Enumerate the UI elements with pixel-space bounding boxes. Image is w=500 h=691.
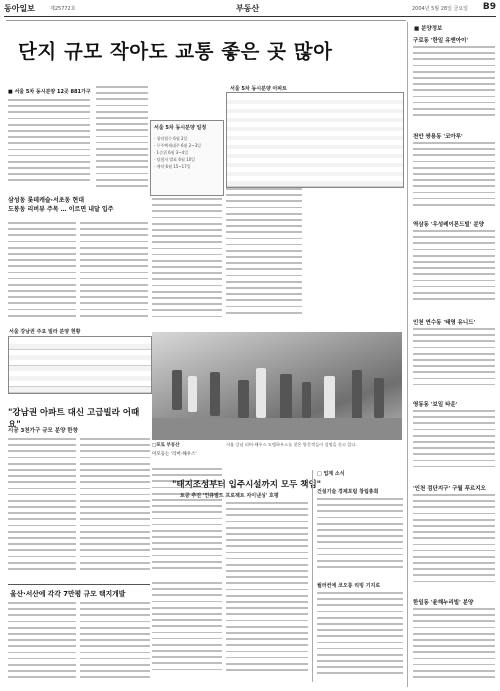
sidebar-text — [413, 142, 495, 214]
sidebar-item: 한일동 '윤해누리빌' 분양 — [413, 600, 474, 606]
sub-headline-line: 삼성동 롯데캐슬·서초동 현대 — [8, 197, 85, 204]
developer-article-col0 — [152, 582, 222, 682]
article-text-col6 — [226, 188, 302, 324]
schedule-line: · 계약 6월 15~17일 — [154, 164, 191, 169]
sidebar-item: 천안 쌍용동 '코아루' — [413, 134, 463, 140]
schedule-line: · 당첨자 발표 6월 10일 — [154, 157, 196, 162]
showroom-photo — [152, 332, 402, 440]
developer-article-col1 — [226, 502, 308, 682]
footer-rule — [8, 584, 150, 585]
photo-caption: 서울 강남 리버-해우스 모델하우스를 찾은 방문객들이 설명을 듣고 있다. — [226, 442, 357, 447]
sidebar-text — [413, 328, 495, 394]
apartment-table — [226, 86, 404, 188]
sidebar-text — [413, 46, 495, 126]
article-text-col1 — [8, 99, 90, 191]
sidebar-tag: ■ 분양정보 — [414, 26, 443, 32]
issue-date: 2004년 5월 28일 금요일 — [411, 6, 468, 12]
sidebar-text — [413, 608, 495, 684]
footer-headline: 울산·서산에 각각 7만평 규모 택지개발 — [10, 590, 126, 598]
sidebar-column — [407, 22, 497, 687]
villa-article-col2 — [80, 438, 150, 578]
article-text-col4 — [80, 222, 148, 324]
villa-quote-headline: "강남권 아파트 대신 고급빌라 어때요" — [8, 408, 140, 430]
issue-number: 제25772호 — [50, 6, 76, 12]
sidebar-item: 역삼동 '우성레이몬드빌' 분양 — [413, 222, 484, 228]
villa-table-title: 서울 강남권 주요 빌라 분양 현황 — [9, 329, 81, 335]
photo-label-block — [152, 442, 222, 464]
photo-subtitle: 미모등는 '리버-해우스' — [152, 452, 197, 457]
schedule-title: 서울 5차 동시분양 일정 — [154, 125, 207, 131]
article-text-col3 — [8, 222, 76, 324]
footer-article-col2 — [80, 602, 150, 684]
developer-sub: 토공 추진 '인큐빌드 프로젝트 자이낸싱' 호평 — [180, 493, 279, 499]
sidebar-text — [413, 410, 495, 476]
article-deck: ■ 서울 5차 동시분양 12곳 881가구 — [8, 89, 91, 95]
developer-headline: "태지조성부터 입주시설까지 모두 책임" — [172, 480, 322, 490]
industry-news-tag: □ 업계 소식 — [317, 471, 345, 477]
sub-headline — [8, 196, 148, 214]
article-text-col5 — [152, 198, 222, 324]
schedule-box — [150, 120, 224, 196]
photo-label: □포토 부동산 — [152, 443, 180, 448]
newspaper-logo: 동아일보 — [4, 3, 35, 13]
article-text-col2 — [96, 86, 148, 194]
schedule-lines — [154, 135, 201, 170]
section-title: 부동산 — [236, 4, 260, 13]
villa-quote-sub: 시공 3천가구 규모 분양 한창 — [8, 428, 78, 434]
main-banner — [6, 20, 406, 82]
sidebar-item: 구로동 '한일 유앤아이' — [413, 38, 469, 44]
villa-article-col1 — [8, 438, 76, 578]
schedule-line: · 1순위 6월 3~4일 — [154, 150, 189, 155]
industry-news-item: 월러컨에 코오롱 리빙 기지로 — [317, 583, 381, 589]
industry-news-item: 건설기술 경제포럼 창립총회 — [317, 489, 379, 495]
schedule-line: · 무주택세대주 6월 2~3일 — [154, 143, 201, 148]
main-headline: 단지 규모 작아도 교통 좋은 곳 많아 — [18, 40, 333, 63]
page-number: B9 — [482, 2, 496, 12]
footer-article-col1 — [8, 602, 76, 684]
schedule-line: · 청약접수 6월 2일 — [154, 136, 188, 141]
sidebar-item: 영동동 '보일 타운' — [413, 402, 458, 408]
masthead — [4, 2, 496, 17]
sidebar-item: 인천 연수동 '태영 유니드' — [413, 320, 476, 326]
villa-table — [8, 329, 152, 394]
sub-headline-line: 도봉동 리버뷰 주목 … 이르면 내달 입주 — [8, 206, 114, 213]
sidebar-text — [413, 494, 495, 590]
industry-news — [312, 470, 405, 682]
table-row — [9, 387, 151, 393]
sidebar-text — [413, 230, 495, 310]
apartment-table-title: 서울 5차 동시분양 아파트 — [230, 86, 288, 92]
industry-news-text1 — [317, 498, 403, 578]
industry-news-text2 — [317, 592, 403, 680]
banner-rule — [6, 20, 406, 29]
table-row — [227, 181, 403, 187]
sidebar-item: '인천 검단지구' 구월 푸르지오 — [413, 486, 486, 492]
